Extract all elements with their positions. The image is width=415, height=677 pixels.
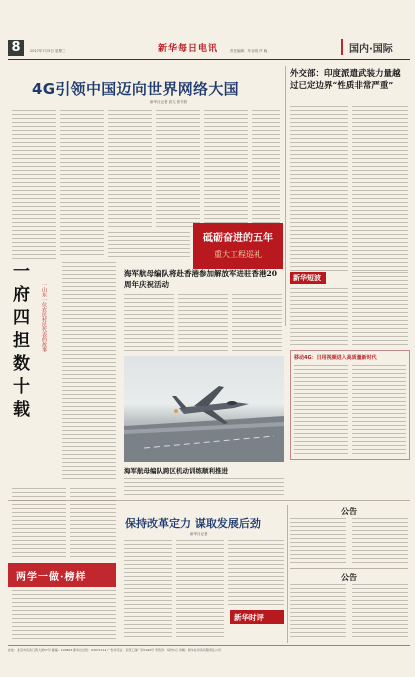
page-number: 8 [8, 40, 24, 56]
lead-body-col7 [108, 232, 190, 260]
notice-body-2-col1 [290, 584, 346, 638]
xinhua-short-text: 新华短波 [293, 274, 321, 282]
banner-body [62, 262, 116, 482]
lower-left-col2 [70, 488, 116, 560]
notice-rule [290, 568, 408, 569]
reform-body-col2 [176, 540, 224, 638]
vertical-banner [6, 262, 62, 482]
editor-line: 责任编辑：车玉明 许 晓 [230, 49, 268, 53]
mobile-4g-body-col1 [294, 365, 348, 455]
page-header [8, 36, 410, 64]
lead-byline: 新华社记者 高亢 张辛欣 [150, 100, 188, 104]
navy-headline: 海军航母编队将赴香港参加解放军进驻香港20周年庆祝活动 [124, 269, 277, 289]
footer-bar [8, 645, 410, 654]
lower-left-col1 [12, 488, 66, 560]
navy-body-col3 [232, 294, 282, 354]
lead-body-col6 [252, 110, 280, 230]
five-years-line1: 砥砺奋进的五年 [203, 233, 273, 244]
reform-byline: 新华社记者 [190, 532, 208, 536]
vertical-banner-subtitle: 一山东一位农民村民代表的故事 [41, 282, 47, 352]
reform-body-col3 [228, 540, 284, 606]
fighter-jet-graphic [124, 356, 284, 462]
notice-body-1-col2 [352, 518, 408, 564]
notice-divider [287, 505, 288, 643]
reform-body-col1 [124, 540, 172, 638]
side-story-body-col1 [290, 106, 348, 271]
mobile-4g-body-col2 [352, 365, 406, 455]
lead-body-col4 [156, 110, 200, 230]
five-years-banner [193, 223, 283, 269]
lead-body-col1 [12, 110, 56, 260]
liangxue-banner [8, 563, 116, 587]
liangxue-body [12, 590, 116, 640]
section-label-text: 国内·国际 [349, 44, 393, 55]
masthead: 新华每日电讯 [158, 44, 219, 54]
lead-headline: 4G引领中国迈向世界网络大国 [32, 80, 239, 98]
xinhua-short-body-col1 [290, 288, 348, 348]
xinhua-short-label [290, 272, 326, 284]
reform-headline: 保持改革定力 谋取发展后劲 [125, 517, 261, 530]
mid-rule [8, 500, 410, 501]
date-line: 2017年7月5日 星期三 [30, 49, 66, 53]
vertical-banner-title: 一府四担数十载 [9, 262, 29, 423]
header-rule [8, 59, 410, 60]
side-story-body-col2 [352, 106, 408, 271]
lead-body-col2 [60, 110, 104, 258]
navy-photo-caption: 海军航母编队跨区机动训练顺利推进 [124, 467, 228, 475]
notice-title-1: 公告 [341, 506, 357, 516]
commentary-text: 新华时评 [234, 613, 264, 622]
mobile-4g-label: 移动4G：日用视频进入高质量新时代 [294, 355, 377, 361]
lead-body-col3 [108, 110, 152, 230]
navy-photo [124, 356, 284, 462]
notice-title-2: 公告 [341, 572, 357, 582]
commentary-label [230, 610, 284, 624]
section-label [341, 39, 411, 55]
navy-caption-body [124, 478, 284, 498]
notice-body-2-col2 [352, 584, 408, 638]
notice-body-1-col1 [290, 518, 346, 564]
liangxue-text: 两学一做·榜样 [16, 572, 87, 583]
footer-text: 社址：北京市宣武门西大街57号 邮编：100803 新华社总机：63071114 广告许可证：京西工商广字0160号 零售价：每份1元 印刷：新华社印务有限责任公司 [8, 648, 221, 652]
column-divider [285, 66, 286, 326]
five-years-line2: 重大工程巡礼 [214, 250, 262, 259]
xinhua-short-body-col2 [352, 272, 408, 348]
navy-body-col1 [124, 294, 174, 354]
side-story-headline: 外交部：印度派遣武装力量越过已定边界“性质非常严重” [290, 69, 401, 91]
lead-body-col5 [204, 110, 248, 230]
navy-body-col2 [178, 294, 228, 354]
mobile-4g-box [290, 350, 410, 460]
